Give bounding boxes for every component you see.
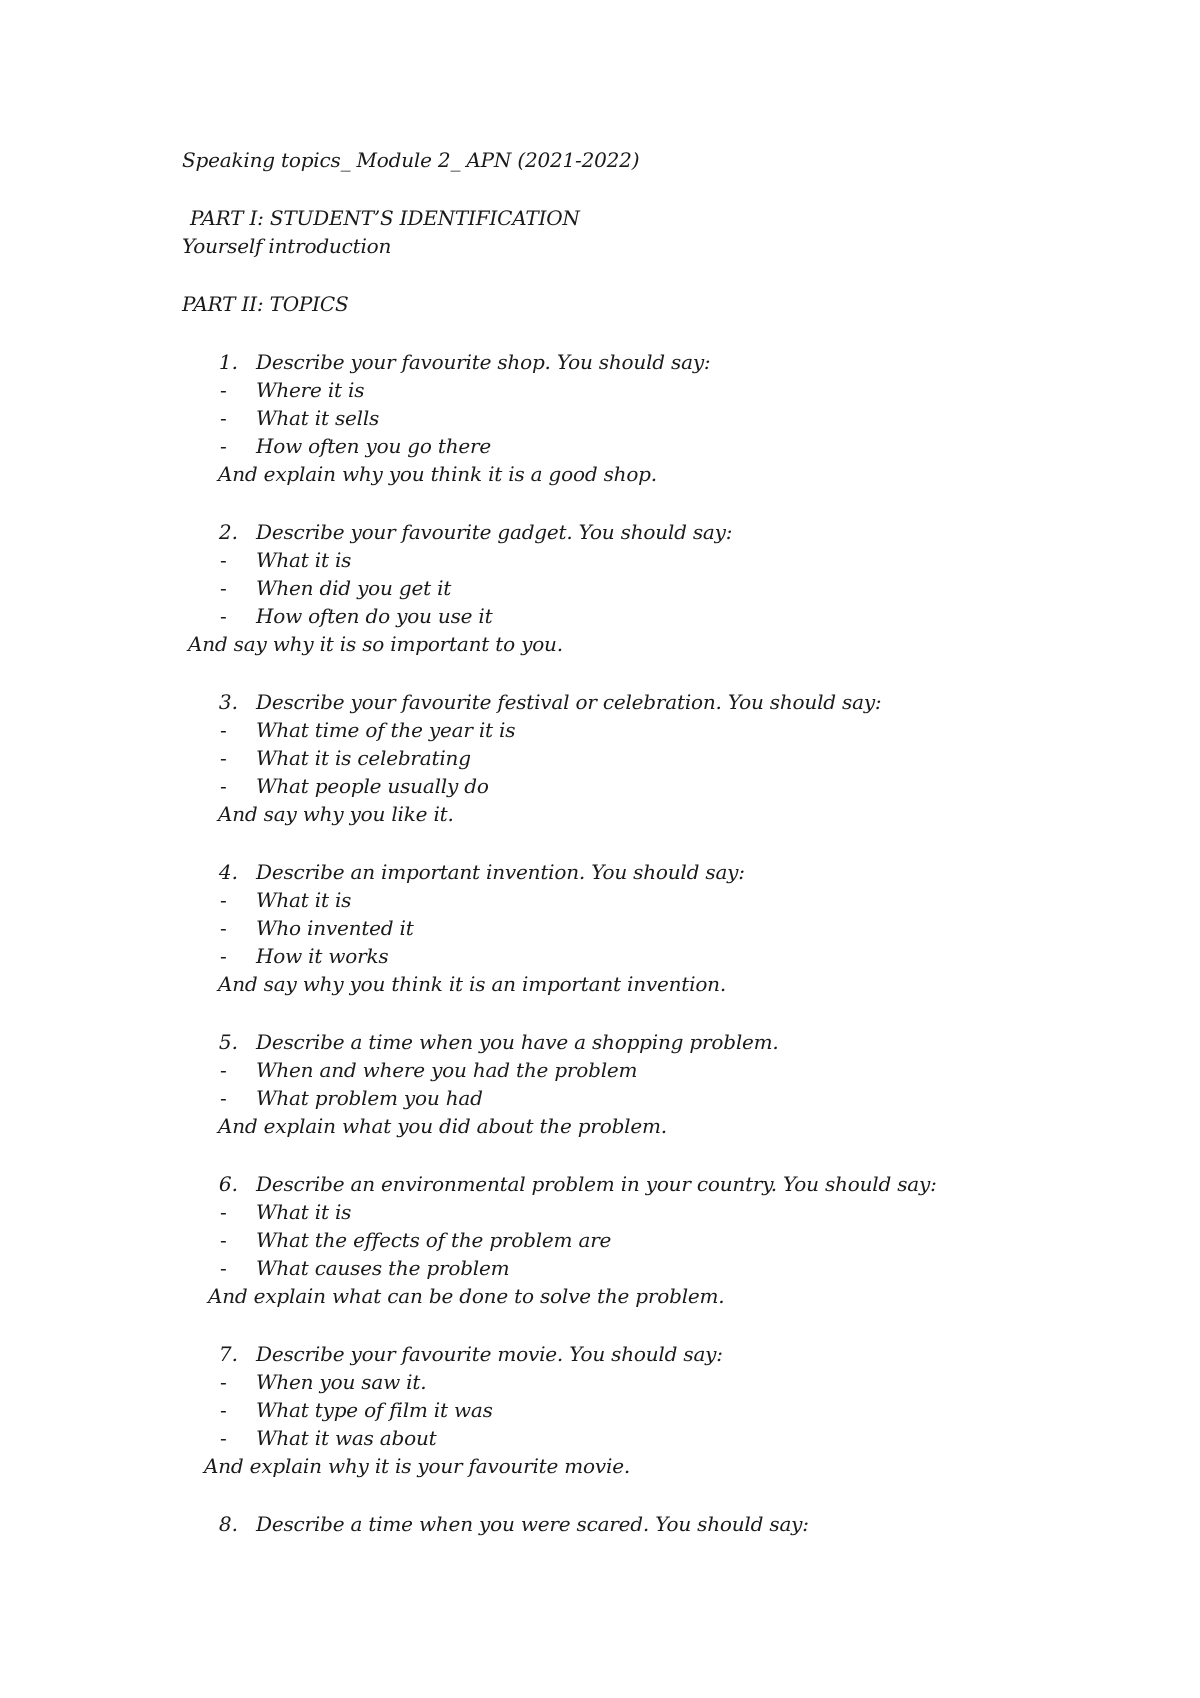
- topic-prompt: Describe an environmental problem in your country. You should say:: [256, 1172, 937, 1196]
- bullet-dash: -: [220, 1058, 227, 1082]
- topic-prompt: Describe an important invention. You should say:: [256, 860, 745, 884]
- bullet-dash: -: [220, 1256, 227, 1280]
- topic-point: What people usually do: [256, 774, 489, 798]
- bullet-dash: -: [220, 916, 227, 940]
- topic-prompt: Describe your favourite gadget. You should say:: [256, 520, 733, 544]
- bullet-dash: -: [220, 548, 227, 572]
- topic-point: When and where you had the problem: [256, 1058, 638, 1082]
- topic-closing: And say why you think it is an important invention.: [218, 972, 727, 996]
- topic-point: What it is celebrating: [256, 746, 471, 770]
- bullet-dash: -: [220, 1426, 227, 1450]
- topic-point: What type of film it was: [256, 1398, 493, 1422]
- topic-point: Where it is: [256, 378, 365, 402]
- topic-point: What it is: [256, 1200, 352, 1224]
- bullet-dash: -: [220, 604, 227, 628]
- bullet-dash: -: [220, 406, 227, 430]
- bullet-dash: -: [220, 1200, 227, 1224]
- topic-point: What it was about: [256, 1426, 437, 1450]
- topic-point: Who invented it: [256, 916, 414, 940]
- topic-number: 8.: [218, 1512, 238, 1536]
- topic-number: 5.: [218, 1030, 238, 1054]
- bullet-dash: -: [220, 944, 227, 968]
- topic-number: 6.: [218, 1172, 238, 1196]
- topic-closing: And say why it is so important to you.: [188, 632, 563, 656]
- topic-closing: And say why you like it.: [218, 802, 454, 826]
- topic-prompt: Describe your favourite festival or celebration. You should say:: [256, 690, 882, 714]
- topic-closing: And explain why it is your favourite movie.: [204, 1454, 630, 1478]
- bullet-dash: -: [220, 1398, 227, 1422]
- bullet-dash: -: [220, 1086, 227, 1110]
- topic-point: What it is: [256, 548, 352, 572]
- topic-closing: And explain what can be done to solve the problem.: [208, 1284, 725, 1308]
- topic-prompt: Describe a time when you have a shopping problem.: [256, 1030, 779, 1054]
- bullet-dash: -: [220, 1370, 227, 1394]
- topic-number: 3.: [218, 690, 238, 714]
- part1-text: Yourself introduction: [182, 234, 392, 258]
- topic-number: 4.: [218, 860, 238, 884]
- topic-prompt: Describe a time when you were scared. You should say:: [256, 1512, 809, 1536]
- bullet-dash: -: [220, 774, 227, 798]
- bullet-dash: -: [220, 718, 227, 742]
- topic-number: 7.: [218, 1342, 238, 1366]
- topic-point: What causes the problem: [256, 1256, 510, 1280]
- topic-point: How often do you use it: [256, 604, 493, 628]
- bullet-dash: -: [220, 378, 227, 402]
- topic-point: What time of the year it is: [256, 718, 516, 742]
- part1-heading: PART I: STUDENT’S IDENTIFICATION: [190, 206, 580, 230]
- topic-point: How often you go there: [256, 434, 492, 458]
- document-title: Speaking topics_ Module 2_ APN (2021-2022): [182, 148, 640, 172]
- bullet-dash: -: [220, 576, 227, 600]
- bullet-dash: -: [220, 1228, 227, 1252]
- topic-point: What it sells: [256, 406, 380, 430]
- part2-heading: PART II: TOPICS: [182, 292, 349, 316]
- topic-closing: And explain why you think it is a good shop.: [218, 462, 657, 486]
- topic-point: When did you get it: [256, 576, 452, 600]
- topic-point: When you saw it.: [256, 1370, 427, 1394]
- topic-number: 1.: [218, 350, 238, 374]
- topic-prompt: Describe your favourite movie. You should say:: [256, 1342, 723, 1366]
- bullet-dash: -: [220, 746, 227, 770]
- bullet-dash: -: [220, 434, 227, 458]
- topic-point: How it works: [256, 944, 389, 968]
- topic-prompt: Describe your favourite shop. You should say:: [256, 350, 711, 374]
- topic-point: What it is: [256, 888, 352, 912]
- bullet-dash: -: [220, 888, 227, 912]
- topic-point: What problem you had: [256, 1086, 483, 1110]
- topic-closing: And explain what you did about the problem.: [218, 1114, 667, 1138]
- topic-point: What the effects of the problem are: [256, 1228, 612, 1252]
- topic-number: 2.: [218, 520, 238, 544]
